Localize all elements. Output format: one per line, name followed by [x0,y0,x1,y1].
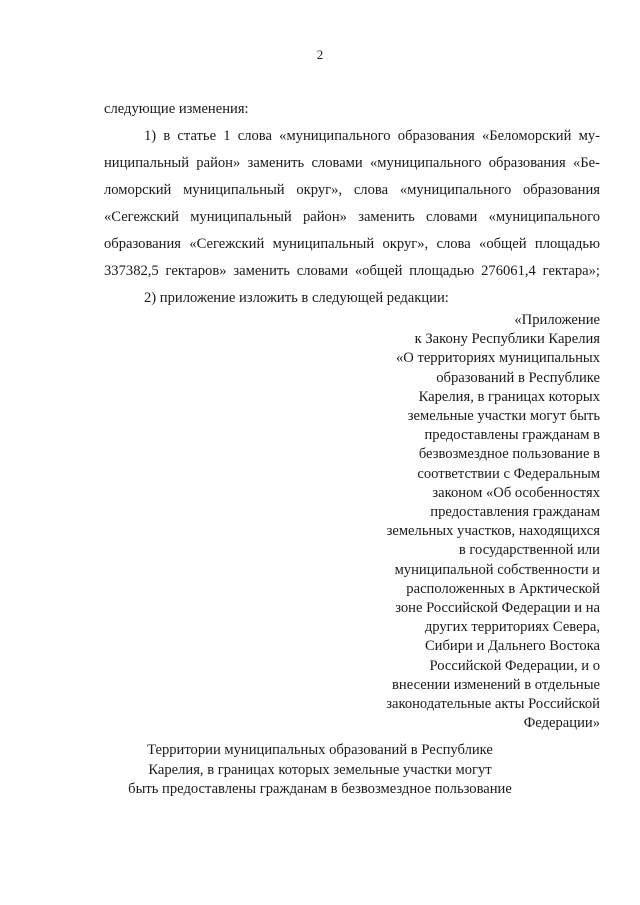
page-number: 2 [316,47,324,62]
amendment-item-1-line: образования «Сегежский муниципальный округ», слова «общей площадью [104,236,600,252]
appendix-caption-line: законом «Об особенностях [432,484,600,501]
section-heading-line: Территории муниципальных образований в Республике [147,742,493,758]
section-heading [0,741,640,800]
appendix-caption-line: земельные участки могут быть [407,408,600,425]
appendix-caption-line: Карелия, в границах которых [418,388,600,405]
appendix-caption-line: безвозмездное пользование в [418,446,600,463]
intro-text: следующие изменения: [104,101,249,117]
appendix-caption-line: муниципальной собственности и [394,561,600,578]
section-heading-line: быть предоставлены гражданам в безвозмездное пользование [128,781,512,797]
appendix-caption-line: в государственной или [458,542,600,559]
appendix-caption-line: соответствии с Федеральным [417,465,600,482]
appendix-caption-line: законодательные акты Российской [386,696,600,713]
section-heading-line: Карелия, в границах которых земельные участки могут [148,761,492,778]
amendment-item-2: 2) приложение изложить в следующей редакции: [144,290,449,306]
appendix-caption-line: внесении изменений в отдельные [392,676,600,693]
appendix-caption-line: предоставлены гражданам в [424,427,600,444]
amendment-item-1-line: ниципальный район» заменить словами «муниципального образования «Бе- [104,155,600,171]
appendix-caption [320,311,600,733]
amendment-item-1-line: 337382,5 гектаров» заменить словами «общей площадью 276061,4 гектара»; [104,263,600,279]
amendment-item-1-line: 1) в статье 1 слова «муниципального образования «Беломорский му- [144,128,600,144]
appendix-caption-line: «О территориях муниципальных [395,350,600,367]
appendix-caption-line: зоне Российской Федерации и на [395,600,600,617]
appendix-caption-line: к Закону Республики Карелия [414,331,600,348]
appendix-caption-line: Федерации» [523,715,600,732]
appendix-caption-line: образований в Республике [436,369,600,386]
appendix-caption-line: предоставления гражданам [430,504,600,521]
appendix-caption-line: расположенных в Арктической [406,580,600,597]
amendment-item-1-line: «Сегежский муниципальный район» заменить словами «муниципального [104,209,600,225]
appendix-caption-line: других территориях Севера, [424,619,600,636]
appendix-caption-line: Сибири и Дальнего Востока [424,638,600,655]
appendix-caption-line: Российской Федерации, и о [429,657,600,674]
appendix-caption-line: земельных участков, находящихся [386,523,600,540]
appendix-caption-line: «Приложение [514,312,600,328]
amendment-item-1-line: ломорский муниципальный округ», слова «муниципального образования [104,182,600,198]
